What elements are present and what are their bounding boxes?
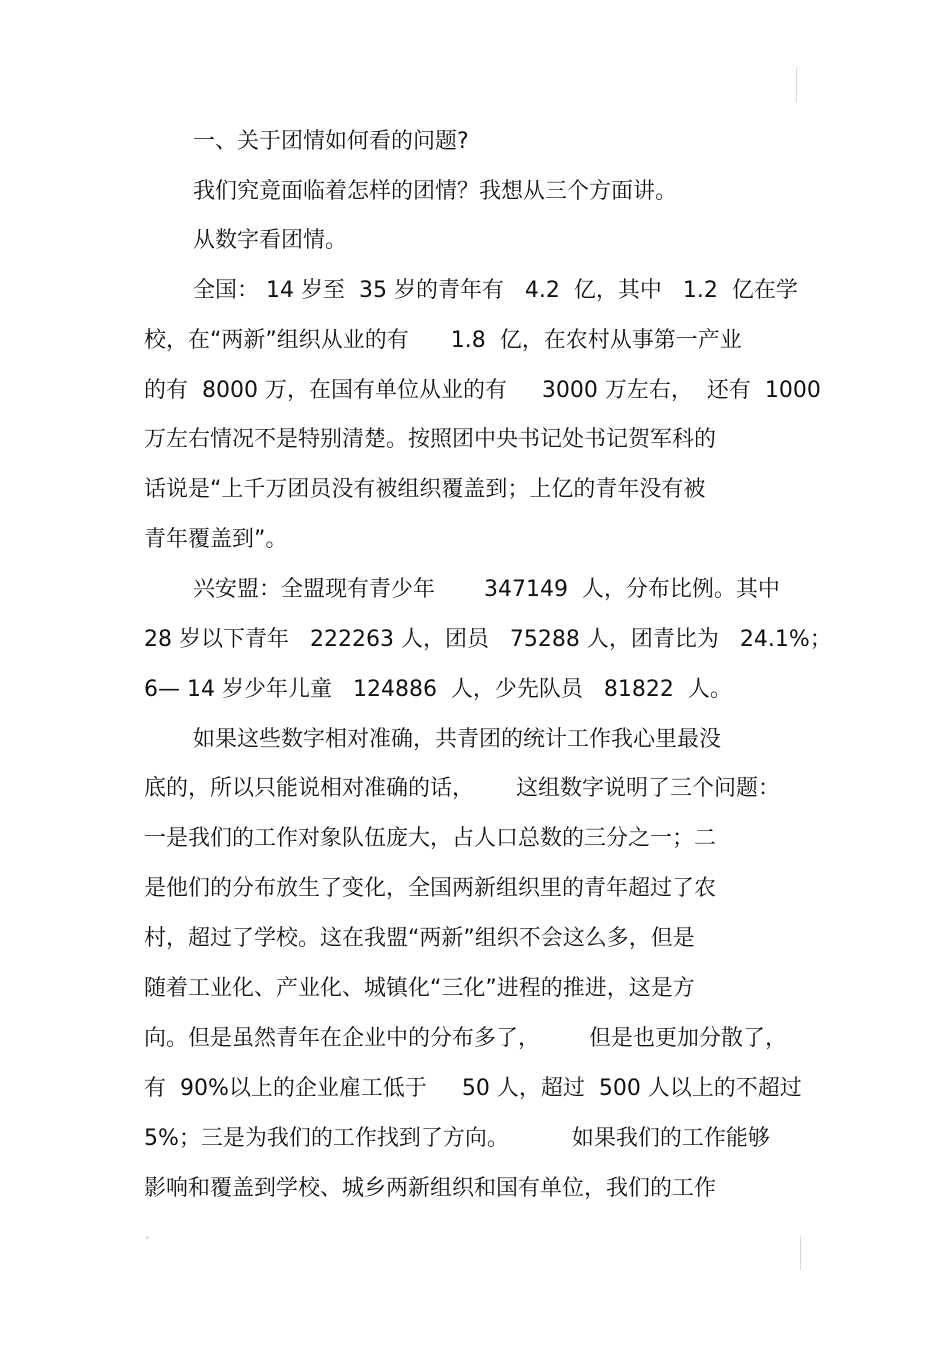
paragraph-line: 全国： 14 岁至 35 岁的青年有 4.2 亿，其中 1.2 亿在学 xyxy=(193,278,798,303)
paragraph-line: 影响和覆盖到学校、城乡两新组织和国有单位，我们的工作 xyxy=(144,1176,717,1201)
paragraph-line: 我们究竟面临着怎样的团情？我想从三个方面讲。 xyxy=(193,179,678,204)
paragraph-line: 的有 8000 万，在国有单位从业的有 3000 万左右， 还有 1000 xyxy=(144,378,821,403)
page-edge-mark-top xyxy=(796,68,797,102)
paragraph-line: 如果这些数字相对准确，共青团的统计工作我心里最没 xyxy=(193,727,722,752)
paragraph-line: 28 岁以下青年 222263 人，团员 75288 人，团青比为 24.1%； xyxy=(144,627,832,652)
paragraph-line: 向。但是虽然青年在企业中的分布多了， 但是也更加分散了， xyxy=(144,1026,787,1051)
paragraph-line: 5%；三是为我们的工作找到了方向。 如果我们的工作能够 xyxy=(144,1126,770,1151)
paragraph-line: 兴安盟：全盟现有青少年 347149 人，分布比例。其中 xyxy=(193,577,780,602)
paragraph-line: 话说是“上千万团员没有被组织覆盖到；上亿的青年没有被 xyxy=(144,477,706,502)
section-heading: 一、关于团情如何看的问题? xyxy=(193,129,469,154)
paragraph-line: 村，超过了学校。这在我盟“两新”组织不会这么多，但是 xyxy=(144,926,695,951)
paragraph-line: 随着工业化、产业化、城镇化“三化”进程的推进，这是方 xyxy=(144,976,695,1001)
paragraph-line: 有 90%以上的企业雇工低于 50 人，超过 500 人以上的不超过 xyxy=(144,1076,802,1101)
paragraph-line: 一是我们的工作对象队伍庞大，占人口总数的三分之一；二 xyxy=(144,826,717,851)
paragraph-line: 从数字看团情。 xyxy=(193,228,348,253)
paragraph-line: 万左右情况不是特别清楚。按照团中央书记处书记贺军科的 xyxy=(144,427,717,452)
page-edge-mark-bottom xyxy=(800,1236,801,1270)
page-corner-mark xyxy=(146,1236,149,1239)
paragraph-line: 是他们的分布放生了变化，全国两新组织里的青年超过了农 xyxy=(144,876,717,901)
paragraph-line: 校，在“两新”组织从业的有 1.8 亿，在农村从事第一产业 xyxy=(144,328,742,353)
paragraph-line: 6— 14 岁少年儿童 124886 人，少先队员 81822 人。 xyxy=(144,677,732,702)
paragraph-line: 青年覆盖到”。 xyxy=(144,527,288,552)
paragraph-line: 底的，所以只能说相对准确的话， 这组数字说明了三个问题： xyxy=(144,776,780,801)
